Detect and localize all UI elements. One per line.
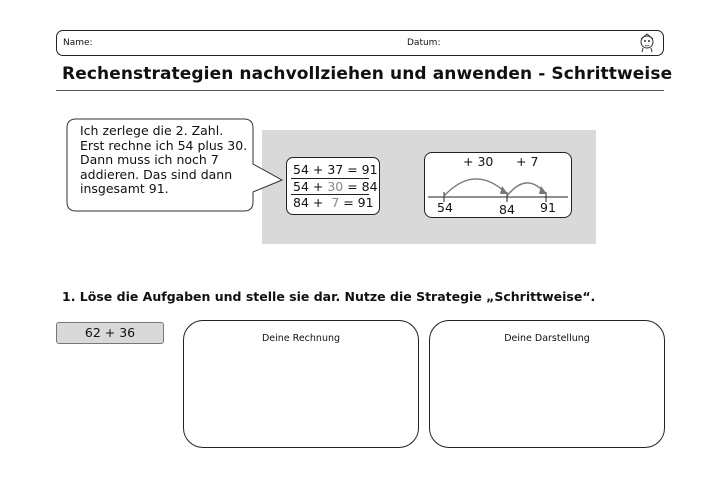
calc-line-1: 54 + 37 = 91 — [293, 162, 378, 177]
date-label: Datum: — [407, 38, 441, 48]
title-divider — [56, 90, 664, 91]
representation-workbox[interactable] — [429, 320, 665, 448]
jump-label-1: + 30 — [463, 154, 494, 169]
numberline-mid: 84 — [499, 202, 515, 217]
jump-label-2: + 7 — [516, 154, 539, 169]
calc-part: = 84 — [343, 179, 378, 194]
speech-line: Dann muss ich noch 7 — [80, 152, 219, 168]
calc-line-3 — [293, 195, 374, 210]
page-title: Rechenstrategien nachvollziehen und anwenden - Schrittweise — [62, 64, 673, 84]
calc-line-2 — [293, 179, 378, 194]
arrowhead-icon — [539, 186, 547, 194]
jump-arc-2 — [507, 183, 544, 196]
problem-card: 62 + 36 — [56, 322, 164, 344]
numberline-end: 91 — [540, 200, 556, 215]
workbox-label: Deine Darstellung — [504, 333, 590, 344]
calc-part: 54 + — [293, 179, 328, 194]
numberline-start: 54 — [437, 200, 453, 215]
speech-line: addieren. Das sind dann — [80, 166, 233, 182]
calc-part-highlight: 7 — [331, 195, 340, 210]
calc-part: = 91 — [339, 195, 374, 210]
task-instruction: 1. Löse die Aufgaben und stelle sie dar. Nutze die Strategie „Schrittweise“. — [62, 289, 596, 304]
speech-text — [80, 124, 250, 197]
arrowhead-icon — [500, 186, 508, 194]
mascot-logo-icon — [637, 33, 657, 53]
workbox-label: Deine Rechnung — [261, 333, 341, 344]
header-bar — [56, 30, 664, 56]
jump-arc-1 — [444, 179, 505, 196]
name-label: Name: — [63, 38, 93, 48]
speech-line: insgesamt 91. — [80, 181, 169, 197]
calculation-workbox[interactable] — [183, 320, 419, 448]
calc-part-highlight: 30 — [327, 179, 344, 194]
speech-line: Ich zerlege die 2. Zahl. — [80, 123, 224, 138]
calc-part: 84 + — [293, 195, 332, 210]
speech-line: Erst rechne ich 54 plus 30. — [80, 137, 248, 153]
